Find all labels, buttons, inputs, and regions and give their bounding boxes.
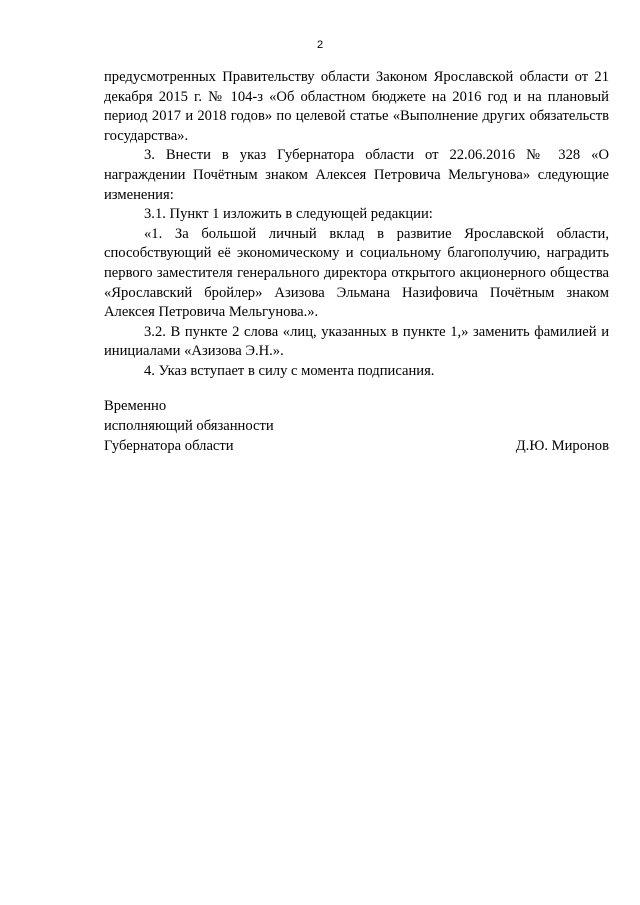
signature-title-line-3: Губернатора области xyxy=(104,438,234,454)
paragraph-item-3: 3. Внести в указ Губернатора области от 22.06.2016 № 328 «О награждении Почётным знаком Алексея Петровича Мельгунова» следующие изменения: xyxy=(104,147,609,203)
signature-title-line-1: Временно xyxy=(104,398,167,414)
paragraph-quoted-item-1: «1. За большой личный вклад в развитие Ярославской области, способствующий её экономическому и социальному благополучию, наградить первого заместителя генерального директора открытого акционерного общества «Ярославский бройлер» Азизова Эльмана Назифовича Почётным знаком Алексея Петровича Мельгунова.». xyxy=(104,225,609,321)
signature-row xyxy=(104,436,609,456)
signatory-name: Д.Ю. Миронов xyxy=(515,438,609,454)
signature-block xyxy=(104,396,609,456)
page-number: 2 xyxy=(316,39,324,51)
paragraph-item-4: 4. Указ вступает в силу с момента подписания. xyxy=(144,362,435,379)
signature-title-line-2: исполняющий обязанности xyxy=(104,418,274,434)
paragraph-item-3-2: 3.2. В пункте 2 слова «лиц, указанных в пункте 1,» заменить фамилией и инициалами «Азизова Э.Н.». xyxy=(104,323,609,360)
paragraph-budget-continuation: предусмотренных Правительству области Законом Ярославской области от 21 декабря 2015 г. № 104-з «Об областном бюджете на 2016 год и на плановый период 2017 и 2018 годов» по целевой статье «Выполнение других обязательств государства». xyxy=(104,69,609,144)
paragraph-item-3-1: 3.1. Пункт 1 изложить в следующей редакции: xyxy=(144,206,433,223)
document-body xyxy=(104,68,609,382)
